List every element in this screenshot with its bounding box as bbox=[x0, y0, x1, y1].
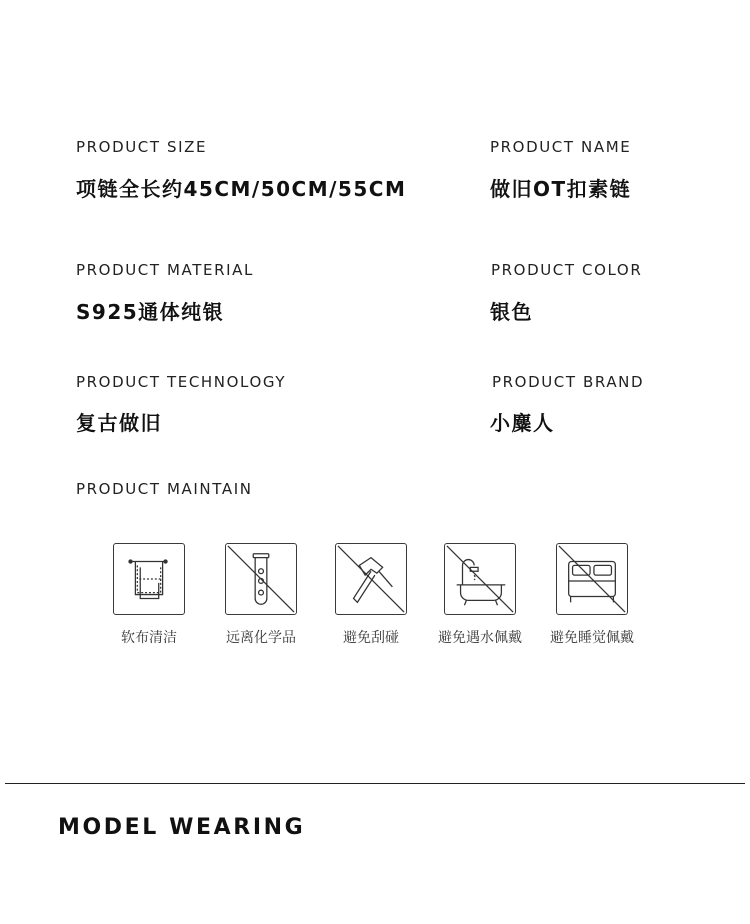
size-value: 项链全长约45CM/50CM/55CM bbox=[76, 177, 407, 201]
color-label: PRODUCT COLOR bbox=[491, 261, 643, 279]
care-item-no-impact bbox=[311, 543, 431, 647]
name-label: PRODUCT NAME bbox=[490, 138, 632, 156]
care-item-soft-cloth bbox=[89, 543, 209, 647]
care-label: 远离化学品 bbox=[226, 630, 296, 646]
material-value: S925通体纯银 bbox=[76, 300, 225, 324]
care-item-no-water bbox=[420, 543, 540, 647]
no-sleep-icon bbox=[556, 543, 628, 615]
size-label: PRODUCT SIZE bbox=[76, 138, 208, 156]
technology-label: PRODUCT TECHNOLOGY bbox=[76, 373, 287, 391]
brand-label: PRODUCT BRAND bbox=[492, 373, 645, 391]
color-value: 银色 bbox=[490, 300, 533, 324]
name-value: 做旧OT扣素链 bbox=[490, 177, 632, 201]
care-label: 软布清洁 bbox=[121, 630, 177, 646]
care-label: 避免睡觉佩戴 bbox=[550, 630, 634, 646]
maintain-label: PRODUCT MAINTAIN bbox=[76, 480, 253, 498]
care-label: 避免刮碰 bbox=[343, 630, 399, 646]
brand-value: 小麋人 bbox=[490, 411, 555, 435]
care-label: 避免遇水佩戴 bbox=[438, 630, 522, 646]
towel-icon bbox=[113, 543, 185, 615]
technology-value: 复古做旧 bbox=[76, 411, 162, 435]
care-item-no-chemicals bbox=[201, 543, 321, 647]
section-divider bbox=[5, 783, 745, 784]
model-wearing-heading: MODEL WEARING bbox=[58, 815, 306, 840]
no-chemicals-icon bbox=[225, 543, 297, 615]
care-item-no-sleep bbox=[532, 543, 652, 647]
no-water-icon bbox=[444, 543, 516, 615]
material-label: PRODUCT MATERIAL bbox=[76, 261, 254, 279]
no-impact-icon bbox=[335, 543, 407, 615]
